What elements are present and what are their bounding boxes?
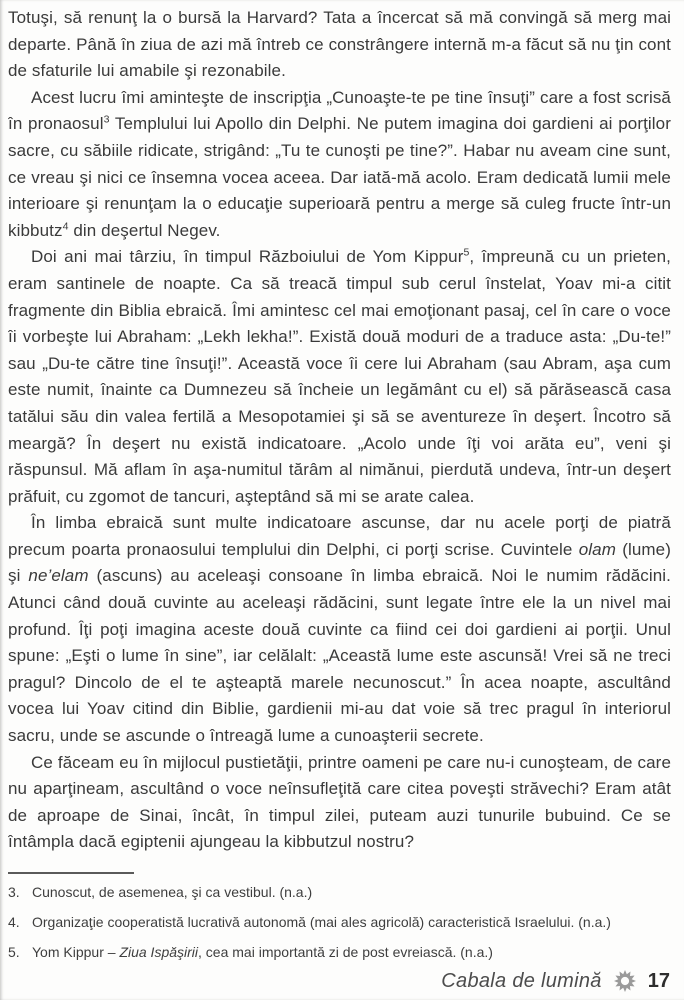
paragraph: Doi ani mai târziu, în timpul Războiului de Yom Kippur$^5$, împreună cu un prieten, eram santinele de noapte. Ca să treacă timpul sub cerul înstelat, Yoav mi-a citit fragmente din Biblia ebraică. Îmi amintesc cel mai emoţionant pasaj, cel în care o voce îi vorbeşte lui Abraham: „Lekh lekha!”. Există două moduri de a traduce asta: „Du-te!” sau „Du-te către tine însuţi!”. Această voce îi cere lui Abraham (sau Abram, aşa cum este numit, înainte ca Dumnezeu să încheie un legământ cu el) să părăsească casa tatălui său din valea fertilă a Mesopotamiei şi să se aventureze în deşert. Încotro să meargă? În deşert nu există indicatoare. „Acolo unde îţi voi arăta eu”, veni şi răspunsul. Mă aflam în aşa-numitul tărâm al nimănui, pierdută undeva, într-un deşert prăfuit, cu zgomot de tancuri, aşteptând să mi se arate calea. xyxy=(8,246,671,506)
footnote-number: 5. xyxy=(8,944,20,960)
page-footer xyxy=(441,969,670,993)
footnote-number: 4. xyxy=(8,914,20,930)
footnote-text: Organizaţie cooperatistă lucrativă autonomă (mai ales agricolă) caracteristică Israelului. (n.a.) xyxy=(32,914,611,930)
paragraph: Ce făceam eu în mijlocul pustietăţii, printre oameni pe care nu-i cunoşteam, de care nu aparţineam, ascultând o voce neînsufleţită care citea poveşti străvechi? Eram atât de aproape de Sinai, încât, în timpul zilei, puteam auzi tunurile bubuind. Ce se întâmpla dacă egiptenii ajungeau la kibbutzul nostru? xyxy=(8,752,671,852)
paragraph: Acest lucru îmi aminteşte de inscripţia „Cunoaşte-te pe tine însuţi” care a fost scrisă în pronaosul$^3$ Templului lui Apollo din Delphi. Ne putem imagina doi gardieni ai porţilor sacre, cu săbiile ridicate, strigând: „Tu te cunoşti pe tine?”. Habar nu aveam cine sunt, ce vreau şi nici ce însemna vocea aceea. Dar iată-mă acolo. Eram dedicată lumii mele interioare şi renunţam la o educaţie superioară pentru a merge să culeg fructe într-un kibbutz$^4$ din deşertul Negev. xyxy=(8,87,671,240)
paragraph: Totuşi, să renunţ la o bursă la Harvard? Tata a încercat să mă convingă să merg mai departe. Până în ziua de azi mă întreb ce constrângere internă m-a făcut să nu ţin cont de sfaturile lui amabile şi rezonabile. xyxy=(8,8,671,81)
footnote xyxy=(8,943,671,961)
footnotes-section xyxy=(8,872,671,973)
body-text xyxy=(8,5,671,863)
running-title: Cabala de lumină xyxy=(441,969,602,992)
paragraph: În limba ebraică sunt multe indicatoare ascunse, dar nu acele porţi de piatră precum poarta pronaosului templului din Delphi, ci porţi scrise. Cuvintele olam (lume) şi ne’elam (ascuns) au aceleaşi consoane în limba ebraică. Noi le numim rădăcini. Atunci când două cuvinte au aceleaşi rădăcini, sunt legate între ele la un nivel mai profund. Îţi poţi imagina aceste două cuvinte ca fiind cei doi gardieni ai porţii. Unul spune: „Eşti o lume în sine”, iar celălalt: „Această lume este ascunsă! Vrei să ne treci pragul? Dincolo de el te aşteaptă marele necunoscut.” În acea noapte, ascultând vocea lui Yoav citind din Biblie, gardienii mi-au dat voie să trec pragul în interiorul sacru, unde se ascunde o întreagă lume a cunoaşterii secrete. xyxy=(8,513,671,746)
sun-ornament-icon xyxy=(613,969,637,993)
footnote-number: 3. xyxy=(8,884,20,900)
footnote-text: Cunoscut, de asemenea, şi ca vestibul. (n.a.) xyxy=(32,884,313,900)
footnote xyxy=(8,883,671,901)
footnote xyxy=(8,913,671,931)
page-number: 17 xyxy=(647,969,670,992)
footnote-text: Yom Kippur – Ziua Ispăşirii, cea mai importantă zi de post evreiască. (n.a.) xyxy=(32,944,493,960)
footnote-separator xyxy=(8,872,134,874)
footnotes-list xyxy=(8,883,671,961)
